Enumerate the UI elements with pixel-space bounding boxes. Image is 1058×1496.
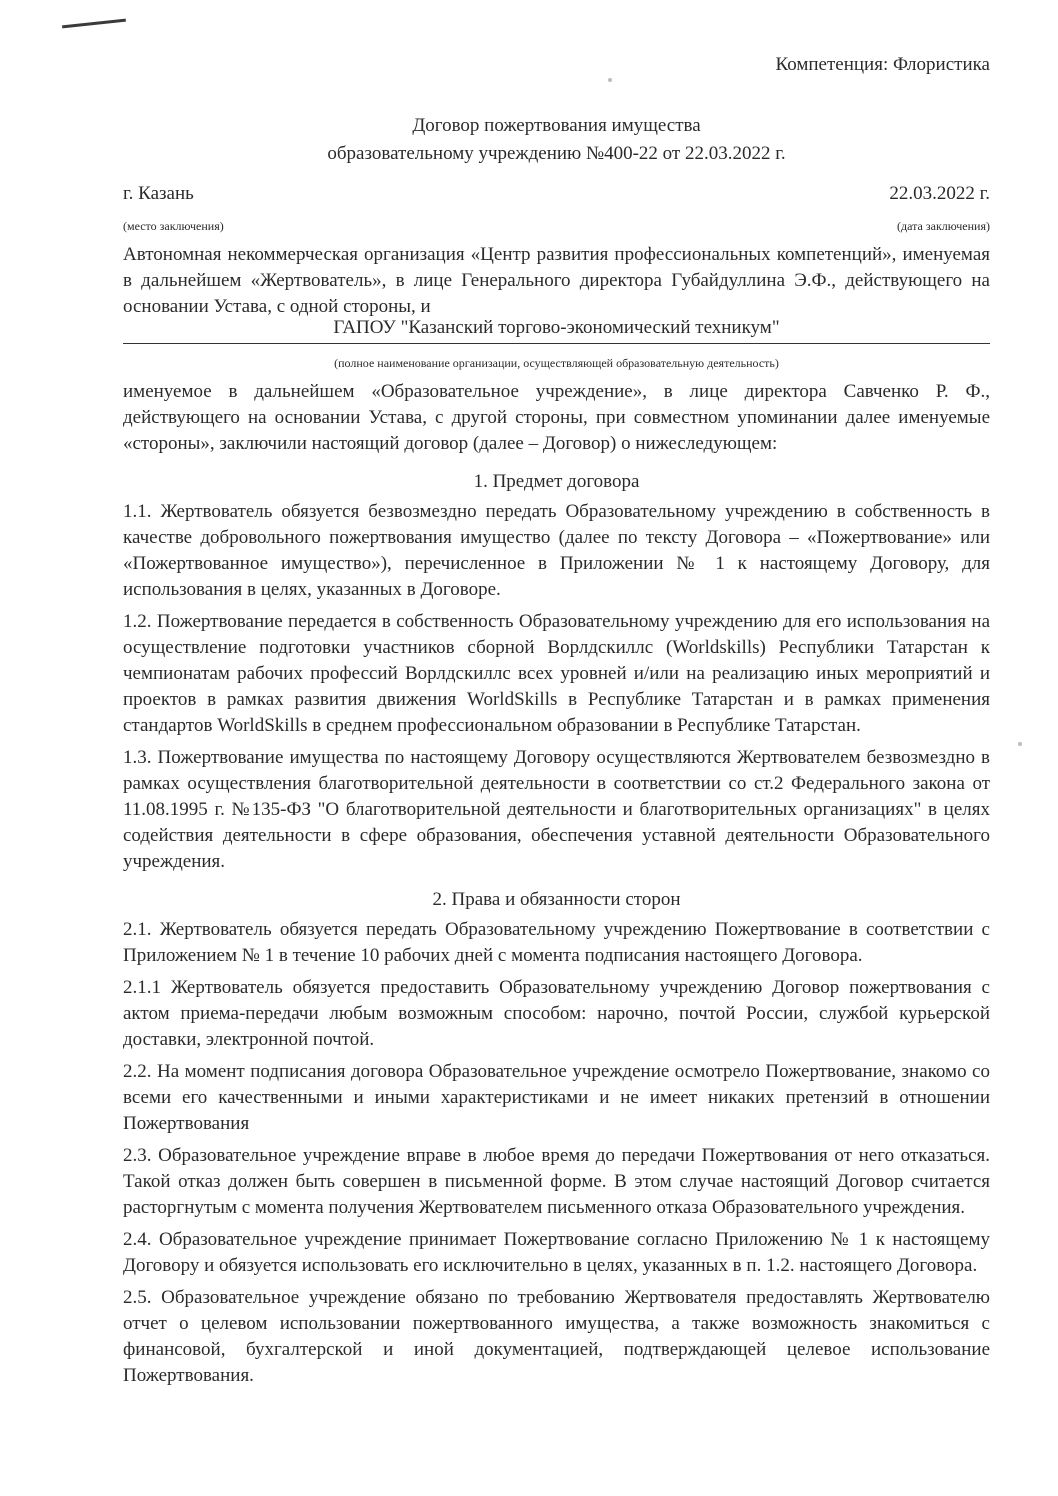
clause-1-1: 1.1. Жертвователь обязуется безвозмездно передать Образовательному учреждению в собственность в качестве добровольного пожертвования имущество (далее по тексту Договора – «Пожертвование» или «Пожертвованное имущество»), перечисленное в Приложении № 1 к настоящему Договору, для использования в целях, указанных в Договоре. bbox=[123, 501, 990, 600]
clause-2-3: 2.3. Образовательное учреждение вправе в любое время до передачи Пожертвования от него отказаться. Такой отказ должен быть совершен в письменной форме. В этом случае настоящий Договор считается расторгнутым с момента получения Жертвователем письменного отказа Образовательного учреждения. bbox=[123, 1145, 990, 1218]
parties-intro: Автономная некоммерческая организация «Центр развития профессиональных компетенций», именуемая в дальнейшем «Жертвователь», в лице Генерального директора Губайдуллина Э.Ф., действующего на основании Устава, с одной стороны, и bbox=[123, 244, 990, 317]
clause-2-1: 2.1. Жертвователь обязуется передать Образовательному учреждению Пожертвование в соответствии с Приложением № 1 в течение 10 рабочих дней с момента подписания настоящего Договора. bbox=[123, 919, 990, 966]
recipient-organization-name: ГАПОУ "Казанский торгово-экономический техникум" bbox=[333, 317, 780, 338]
date-caption: (дата заключения) bbox=[897, 219, 990, 233]
clause-2-4: 2.4. Образовательное учреждение принимает Пожертвование согласно Приложению № 1 к настоящему Договору и обязуется использовать его исключительно в целях, указанных в п. 1.2. настоящего Договора. bbox=[123, 1229, 990, 1276]
title-line-1: Договор пожертвования имущества bbox=[412, 115, 701, 136]
competence-label: Компетенция: Флористика bbox=[775, 54, 990, 75]
parties-continuation: именуемое в дальнейшем «Образовательное учреждение», в лице директора Савченко Р. Ф., действующего на основании Устава, с другой стороны, при совместном упоминании далее именуемые «стороны», заключили настоящий договор (далее – Договор) о нижеследующем: bbox=[123, 381, 990, 454]
clause-2-1-1: 2.1.1 Жертвователь обязуется предоставить Образовательному учреждению Договор пожертвования с актом приема-передачи любым возможным способом: нарочно, почтой России, службой курьерской доставки, электронной почтой. bbox=[123, 977, 990, 1050]
city: г. Казань bbox=[123, 183, 194, 204]
scan-artifact-mark bbox=[62, 19, 126, 29]
organization-caption: (полное наименование организации, осуществляющей образовательную деятельность) bbox=[334, 356, 779, 370]
title-line-2: образовательному учреждению №400-22 от 22.03.2022 г. bbox=[327, 143, 786, 164]
section-2-title: 2. Права и обязанности сторон bbox=[432, 889, 681, 910]
contract-date: 22.03.2022 г. bbox=[889, 183, 990, 204]
scan-speck bbox=[1018, 742, 1022, 746]
clause-2-2: 2.2. На момент подписания договора Образовательное учреждение осмотрело Пожертвование, знакомо со всеми его качественными и иными характеристиками и не имеет никаких претензий в отношении Пожертвования bbox=[123, 1061, 990, 1134]
document-title bbox=[123, 112, 990, 168]
organization-underline bbox=[123, 343, 990, 344]
scan-speck bbox=[608, 78, 612, 82]
section-1-title: 1. Предмет договора bbox=[473, 471, 640, 492]
clause-1-3: 1.3. Пожертвование имущества по настоящему Договору осуществляются Жертвователем безвозмездно в рамках осуществления благотворительной деятельности в соответствии со ст.2 Федерального закона от 11.08.1995 г. №135-ФЗ "О благотворительной деятельности и благотворительных организациях" в целях содействия деятельности в сфере образования, обеспечения уставной деятельности Образовательного учреждения. bbox=[123, 747, 990, 872]
clause-2-5: 2.5. Образовательное учреждение обязано по требованию Жертвователя предоставлять Жертвователю отчет о целевом использовании пожертвованного имущества, а также возможность знакомиться с финансовой, бухгалтерской и иной документацией, подтверждающей целевое использование Пожертвования. bbox=[123, 1287, 990, 1386]
city-caption: (место заключения) bbox=[123, 219, 224, 233]
contract-body bbox=[123, 379, 990, 1395]
clause-1-2: 1.2. Пожертвование передается в собственность Образовательному учреждению для его использования на осуществление подготовки участников сборной Ворлдскиллс (Worldskills) Республики Татарстан к чемпионатам рабочих профессий Ворлдскиллс всех уровней и/или на реализацию иных мероприятий и проектов в рамках развития движения WorldSkills в Республике Татарстан и в рамках применения стандартов WorldSkills в среднем профессиональном образовании в Республике Татарстан. bbox=[123, 611, 990, 736]
